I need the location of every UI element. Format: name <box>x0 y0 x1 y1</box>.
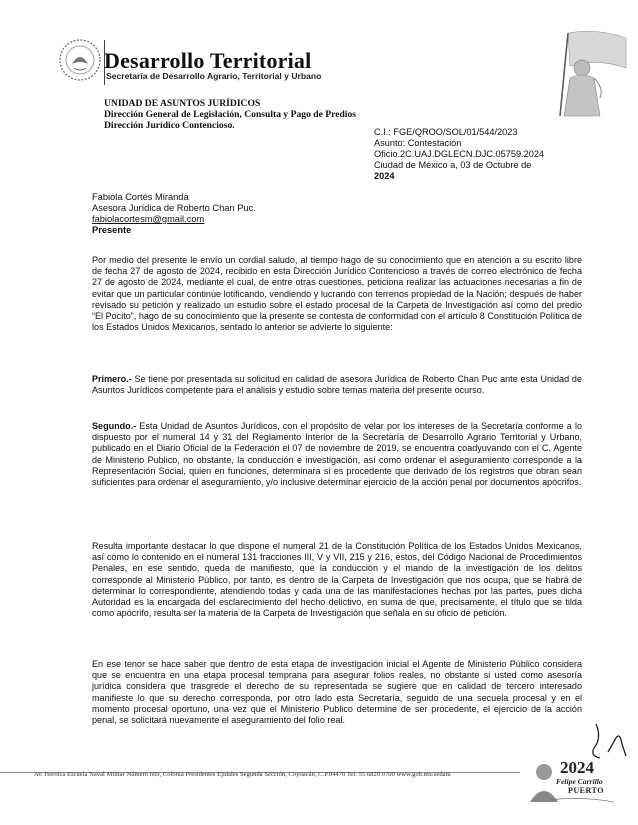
primero-text: Se tiene por presentada su solicitud en calidad de asesora Jurídica de Roberto Chan Puc ante esta Unidad de Asuntos Jurídicos competente para el análisis y estudio sobre temas materia del presente ocurso. <box>92 374 582 396</box>
paragraph-primero <box>92 374 582 396</box>
paragraph-constitucion: Resulta importante destacar lo que dispone el numeral 21 de la Constitución Política de los Estados Unidos Mexicanos, así como lo contenido en el numeral 131 fracciones III, V y VII, 215 y 216, estos, del Código Nacional de Procedimientos Penales, en ese sentido, queda de manifiesto, que la conducción y el mando de la investigación de los delitos corresponde al Ministerio Público, por tanto, es dentro de la Carpeta de Investigación que nos ocupa, que se habrá de determinar lo correspondiente, atendiendo todas y cada una de las manifestaciones hechas por las partes, pues dicha Autoridad es la encargada del esclarecimiento del hecho delictivo, en suma de que, precisamente, el título que se tilda como apócrifo, resulta ser la materia de la Carpeta de Investigación que señala en su oficio de petición. <box>92 541 582 619</box>
segundo-text: Esta Unidad de Asuntos Jurídicos, con el propósito de velar por los intereses de la Secretaría conforme a lo dispuesto por el numeral 14 y 31 del Reglamento Interior de la Secretaría de Desarrollo Agrario Territorial y Urbano, publicado en el Diario Oficial de la Federación el 07 de noviembre de 2019, se encuentra coadyuvando con el C. Agente de Ministerio Publico, no obstante, la conducción e investigación, así como ordenar el aseguramiento corresponde a la Representación Social, quien en funciones, determinara si es procedente que derivado de los registros que obran sean suficientes para ordenar el aseguramiento, y/o inclusive determinar ejercicio de la acción penal por documentos apócrifos. <box>92 421 582 488</box>
subject-line: Asunto: Contestación <box>374 138 462 148</box>
agency-subtitle: Secretaría de Desarrollo Agrario, Territorial y Urbano <box>106 71 322 81</box>
coat-of-arms-icon <box>58 38 102 82</box>
addressee-name: Fabiola Cortés Miranda <box>92 192 189 202</box>
office-number: Oficio.2C.UAJ.DGLECN.DJC.05759.2024 <box>374 149 545 159</box>
paragraph-segundo <box>92 421 582 488</box>
paragraph-conclusion: En ese tenor se hace saber que dentro de esta etapa de investigación inicial el Agente de Ministerio Público considera que se encuentra en una etapa procesal temprana para asegurar folios reales, no obstante si usted como asesoría jurídica considera que trasgrede el derecho de su representada se sugiere que en calidad de tercero interesado manifieste lo que su derecho corresponda, por otro lado esta Secretaría, seguido de una secuela procesal y en el momento procesal oportuno, una vez que el Ministerio Publico determine de ser procedente, el ejercicio de la acción penal, se solicitará nuevamente el aseguramiento del folio real. <box>92 659 582 726</box>
unit-line-2: Dirección General de Legislación, Consulta y Pago de Predios <box>104 109 356 120</box>
addressee-email-link[interactable]: fabiolacortesm@gmail.com <box>92 214 205 224</box>
primero-heading: Primero.- <box>92 374 132 384</box>
paragraph-intro: Por medio del presente le envío un cordial saludo, al tiempo hago de su conocimiento que en atención a su escrito libre de fecha 27 de agosto de 2024, recibido en esta Dirección Jurídico Contencioso a través de correo electrónico de fecha 27 de agosto de 2024, mediante el cual, de entre otras cuestiones, peticiona realizar las actuaciones necesarias a fin de evitar que un particular continúe lotificando, vendiendo y lucrando con terrenos propiedad de la Nación; después de haber revisado su petición y realizado un estudio sobre el estado procesal de la Carpeta de Investigación así como del predio “El Pocito”, hago de su conocimiento que la presente se contesta de conformidad con el artículo 8 Constitución Política de los Estados Unidos Mexicanos, sentado lo anterior se advierte lo siguiente: <box>92 255 582 333</box>
addressee-block <box>92 192 256 236</box>
unit-line-1: UNIDAD DE ASUNTOS JURÍDICOS <box>104 98 261 109</box>
flag-heroine-icon <box>538 28 628 118</box>
segundo-heading: Segundo.- <box>92 421 137 431</box>
addressee-role: Asesora Jurídica de Roberto Chan Puc. <box>92 203 256 213</box>
case-id: C.I.: FGE/QROO/SOL/01/544/2023 <box>374 127 518 137</box>
reference-block <box>374 127 544 182</box>
greeting: Presente <box>92 225 132 235</box>
unit-line-3: Dirección Jurídico Contencioso. <box>104 120 235 131</box>
logo-year: 2024 <box>560 758 594 777</box>
unit-block <box>104 98 356 131</box>
logo-name: Felipe Carrillo <box>556 777 603 786</box>
place-date-year: 2024 <box>374 171 395 181</box>
agency-name: Desarrollo Territorial <box>104 48 312 73</box>
footer-address: Av. Heroica Escuela Naval Militar Número 669, Colonia Presidentes Ejidales Segunda Sección, Coyoacán, C.P.04470 Tel: 55 6820 9700 www.gob.mx/sedatu <box>34 771 451 778</box>
place-date: Ciudad de México a, 03 de Octubre de <box>374 160 532 170</box>
logo-place: PUERTO <box>568 786 604 795</box>
